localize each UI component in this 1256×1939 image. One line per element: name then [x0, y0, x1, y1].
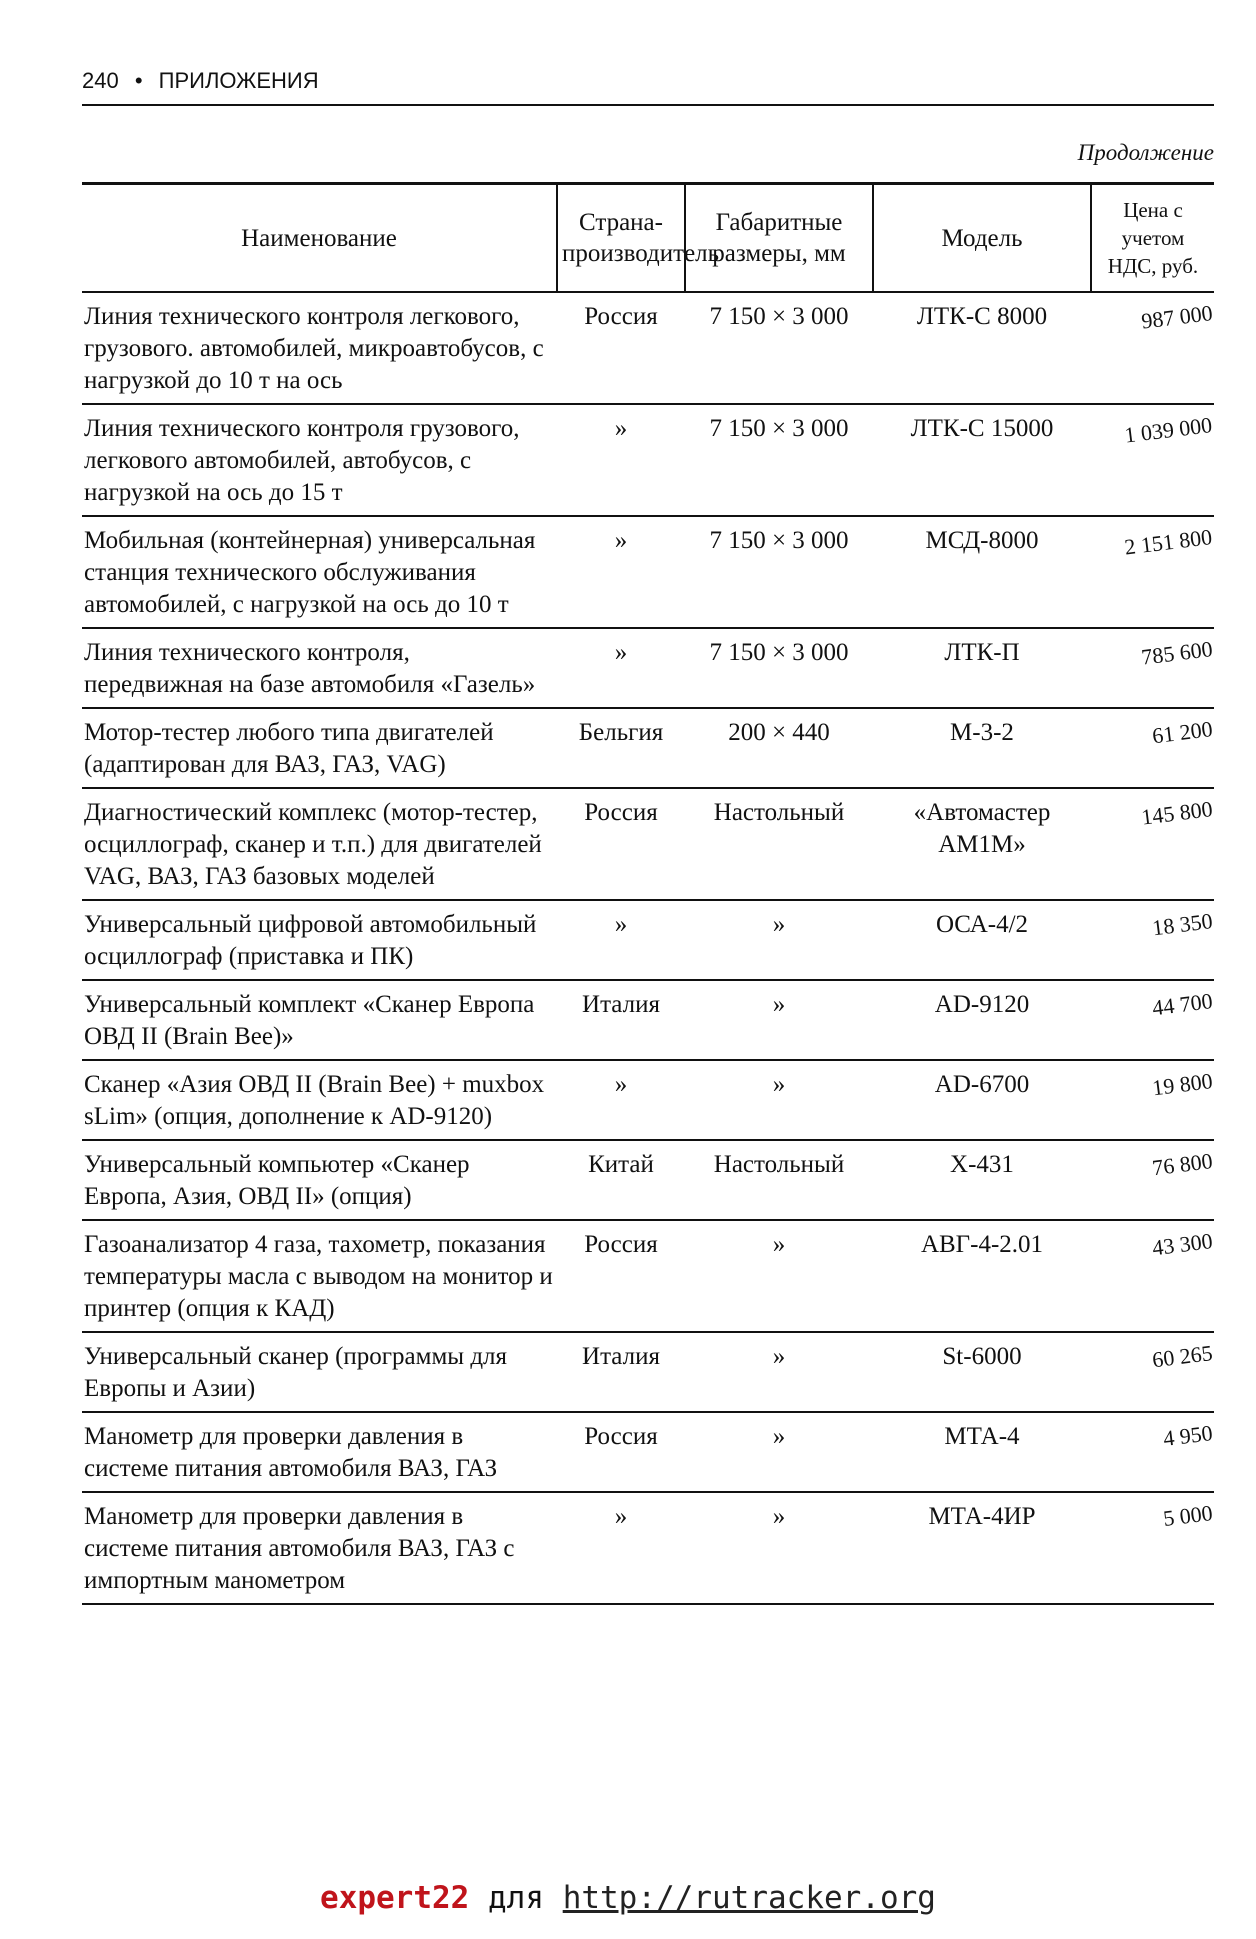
col-header-country: Страна-производитель: [557, 184, 685, 293]
price-value: 4 950: [1161, 1420, 1214, 1451]
cell-name: Манометр для проверки давления в системе питания автомобиля ВАЗ, ГАЗ с импортным манометром: [82, 1492, 557, 1604]
table-row: [82, 404, 1214, 516]
continuation-label: Продолжение: [1077, 140, 1214, 165]
table-row: [82, 900, 1214, 980]
cell-price: [1091, 788, 1214, 900]
table-row: [82, 1140, 1214, 1220]
cell-model: ЛТК-С 8000: [873, 292, 1091, 404]
page-number: 240: [82, 68, 119, 93]
cell-model: AD-6700: [873, 1060, 1091, 1140]
cell-country: Бельгия: [557, 708, 685, 788]
cell-name: Линия технического контроля легкового, грузового. автомобилей, микроавтобусов, с нагрузкой до 10 т на ось: [82, 292, 557, 404]
table-header-row: [82, 184, 1214, 293]
cell-dimensions: 7 150 × 3 000: [685, 292, 873, 404]
cell-name: Линия технического контроля, передвижная на базе автомобиля «Газель»: [82, 628, 557, 708]
cell-price: [1091, 1332, 1214, 1412]
price-value: 19 800: [1150, 1068, 1214, 1101]
cell-model: ЛТК-С 15000: [873, 404, 1091, 516]
cell-country: Италия: [557, 1332, 685, 1412]
table-row: [82, 1060, 1214, 1140]
table-row: [82, 1220, 1214, 1332]
cell-country: »: [557, 404, 685, 516]
table-row: [82, 292, 1214, 404]
cell-price: [1091, 1412, 1214, 1492]
price-value: 43 300: [1150, 1228, 1214, 1261]
table-row: [82, 1332, 1214, 1412]
table-row: [82, 1412, 1214, 1492]
cell-model: АВГ-4-2.01: [873, 1220, 1091, 1332]
cell-price: [1091, 628, 1214, 708]
price-value: 61 200: [1150, 716, 1214, 749]
cell-price: [1091, 980, 1214, 1060]
cell-dimensions: 200 × 440: [685, 708, 873, 788]
cell-dimensions: Настольный: [685, 1140, 873, 1220]
running-header: [82, 68, 1212, 106]
watermark-footer: [0, 1880, 1256, 1916]
cell-model: МТА-4ИР: [873, 1492, 1091, 1604]
cell-country: Китай: [557, 1140, 685, 1220]
cell-dimensions: »: [685, 1060, 873, 1140]
cell-country: Россия: [557, 1220, 685, 1332]
section-title: ПРИЛОЖЕНИЯ: [158, 68, 319, 93]
price-value: 18 350: [1150, 908, 1214, 941]
footer-brand: expert22: [320, 1880, 470, 1916]
price-value: 1 039 000: [1123, 412, 1214, 448]
price-value: 60 265: [1150, 1340, 1214, 1373]
cell-dimensions: »: [685, 1332, 873, 1412]
cell-model: «Автомастер АМ1М»: [873, 788, 1091, 900]
table-row: [82, 788, 1214, 900]
cell-name: Универсальный цифровой автомобильный осциллограф (приставка и ПК): [82, 900, 557, 980]
cell-dimensions: 7 150 × 3 000: [685, 404, 873, 516]
table-row: [82, 708, 1214, 788]
cell-country: »: [557, 1492, 685, 1604]
cell-country: Россия: [557, 1412, 685, 1492]
cell-dimensions: 7 150 × 3 000: [685, 516, 873, 628]
cell-country: Россия: [557, 292, 685, 404]
cell-dimensions: »: [685, 1492, 873, 1604]
cell-model: МСД-8000: [873, 516, 1091, 628]
cell-name: Сканер «Азия ОВД II (Brain Bee) + muxbox sLim» (опция, дополнение к AD-9120): [82, 1060, 557, 1140]
cell-price: [1091, 404, 1214, 516]
footer-link[interactable]: http://rutracker.org: [562, 1880, 936, 1916]
col-header-model: Модель: [873, 184, 1091, 293]
price-value: 44 700: [1150, 988, 1214, 1021]
cell-name: Универсальный комплект «Сканер Европа ОВД II (Brain Bee)»: [82, 980, 557, 1060]
header-rule: [82, 104, 1214, 106]
price-value: 76 800: [1150, 1148, 1214, 1181]
cell-name: Универсальный сканер (программы для Европы и Азии): [82, 1332, 557, 1412]
cell-model: ЛТК-П: [873, 628, 1091, 708]
cell-country: »: [557, 900, 685, 980]
price-value: 987 000: [1139, 300, 1214, 334]
cell-model: МТА-4: [873, 1412, 1091, 1492]
cell-name: Мобильная (контейнерная) универсальная станция технического обслуживания автомобилей, с нагрузкой на ось до 10 т: [82, 516, 557, 628]
cell-name: Манометр для проверки давления в системе питания автомобиля ВАЗ, ГАЗ: [82, 1412, 557, 1492]
cell-country: »: [557, 628, 685, 708]
cell-name: Газоанализатор 4 газа, тахометр, показания температуры масла с выводом на монитор и принтер (опция к КАД): [82, 1220, 557, 1332]
table-row: [82, 628, 1214, 708]
cell-name: Линия технического контроля грузового, легкового автомобилей, автобусов, с нагрузкой на ось до 15 т: [82, 404, 557, 516]
cell-dimensions: »: [685, 980, 873, 1060]
cell-model: Х-431: [873, 1140, 1091, 1220]
cell-model: AD-9120: [873, 980, 1091, 1060]
table-row: [82, 1492, 1214, 1604]
cell-model: St-6000: [873, 1332, 1091, 1412]
table-row: [82, 516, 1214, 628]
cell-dimensions: 7 150 × 3 000: [685, 628, 873, 708]
price-value: 5 000: [1161, 1500, 1214, 1531]
col-header-dimensions: Габаритные размеры, мм: [685, 184, 873, 293]
cell-country: »: [557, 1060, 685, 1140]
col-header-name: Наименование: [82, 184, 557, 293]
cell-price: [1091, 708, 1214, 788]
price-value: 785 600: [1139, 636, 1214, 670]
cell-dimensions: »: [685, 1412, 873, 1492]
table-row: [82, 980, 1214, 1060]
cell-price: [1091, 1140, 1214, 1220]
price-value: 2 151 800: [1123, 524, 1214, 560]
header-bullet: •: [134, 68, 143, 93]
cell-price: [1091, 1060, 1214, 1140]
cell-model: М-3-2: [873, 708, 1091, 788]
cell-price: [1091, 516, 1214, 628]
cell-price: [1091, 1492, 1214, 1604]
price-table: [82, 182, 1214, 1605]
cell-dimensions: »: [685, 900, 873, 980]
cell-name: Универсальный компьютер «Сканер Европа, Азия, ОВД II» (опция): [82, 1140, 557, 1220]
footer-text: для: [488, 1880, 545, 1916]
cell-model: ОСА-4/2: [873, 900, 1091, 980]
cell-dimensions: Настольный: [685, 788, 873, 900]
cell-name: Диагностический комплекс (мотор-тестер, осциллограф, сканер и т.п.) для двигателей VAG, ВАЗ, ГАЗ базовых моделей: [82, 788, 557, 900]
col-header-price: Цена с учетом НДС, руб.: [1091, 184, 1214, 293]
cell-price: [1091, 1220, 1214, 1332]
cell-country: Россия: [557, 788, 685, 900]
cell-country: »: [557, 516, 685, 628]
price-value: 145 800: [1139, 796, 1214, 830]
cell-price: [1091, 292, 1214, 404]
cell-country: Италия: [557, 980, 685, 1060]
cell-dimensions: »: [685, 1220, 873, 1332]
cell-name: Мотор-тестер любого типа двигателей (адаптирован для ВАЗ, ГАЗ, VAG): [82, 708, 557, 788]
cell-price: [1091, 900, 1214, 980]
